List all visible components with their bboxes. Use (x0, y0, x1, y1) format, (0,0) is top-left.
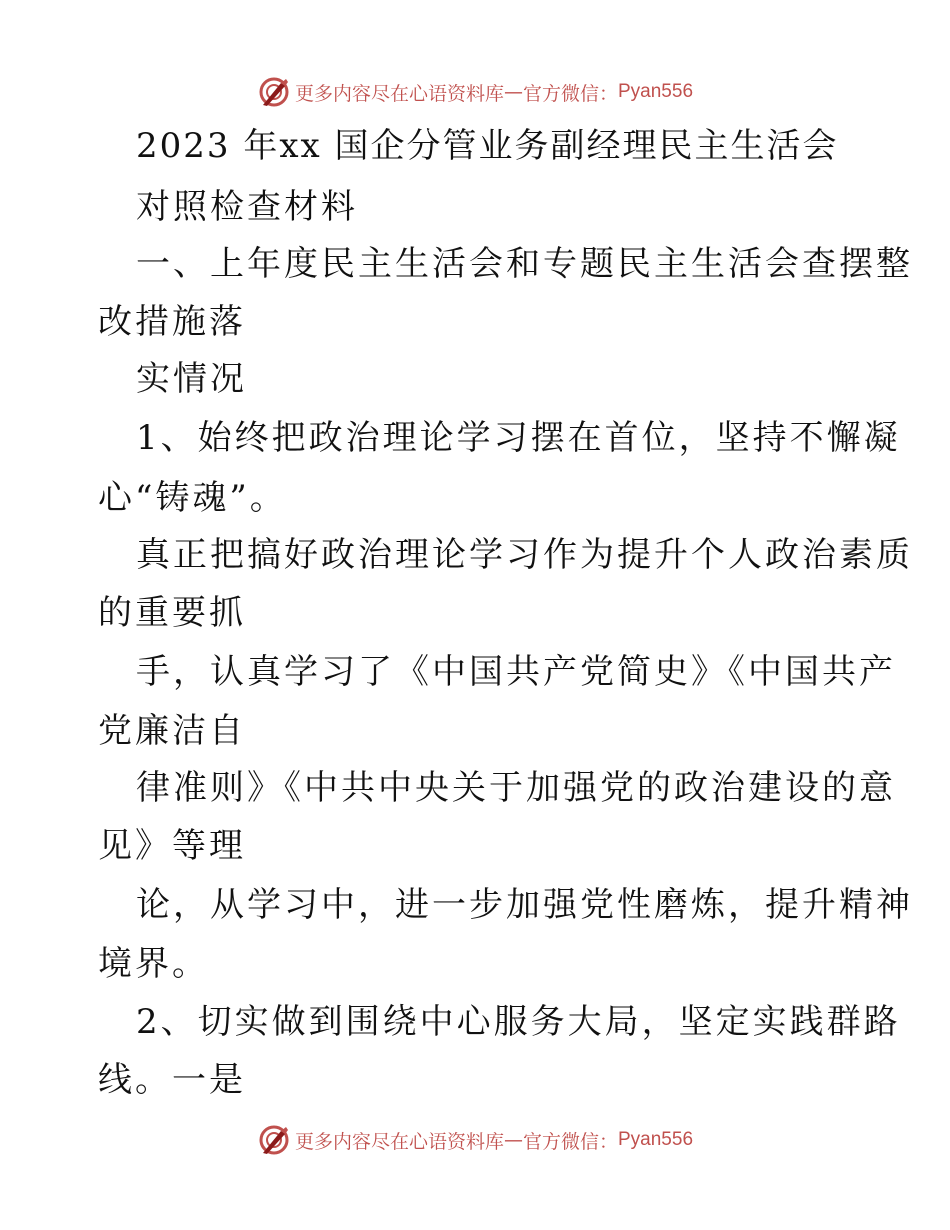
text-line: 见》等理 (98, 826, 246, 866)
pen-logo-icon (257, 1123, 291, 1157)
banner-wechat-id: Pyan556 (618, 1129, 694, 1150)
text-line: 心“铸魂”。 (98, 478, 287, 518)
text-line: 1、始终把政治理论学习摆在首位，坚持不懈凝 (136, 418, 901, 458)
text-line: 论，从学习中，进一步加强党性磨炼，提升精神 (136, 885, 913, 925)
text-line: 一、上年度民主生活会和专题民主生活会查摆整 (136, 244, 913, 284)
text-line: 境界。 (98, 944, 209, 984)
text-line: 党廉洁自 (98, 711, 246, 751)
text-line: 实情况 (136, 359, 247, 399)
header-banner (0, 72, 950, 112)
pen-logo-icon (257, 75, 291, 109)
text-line: 2、切实做到围绕中心服务大局，坚定实践群路 (136, 1002, 901, 1042)
banner-wechat-id: Pyan556 (618, 81, 694, 102)
text-line: 的重要抓 (98, 593, 246, 633)
text-line: 线。一是 (98, 1060, 246, 1100)
text-line: 改措施落 (98, 302, 246, 342)
banner-main-text: 更多内容尽在心语资料库 (294, 82, 504, 105)
banner-tail-text: 官方微信： (522, 82, 618, 105)
text-line: 律准则》《中共中央关于加强党的政治建设的意 (136, 768, 896, 808)
footer-banner (0, 1120, 950, 1160)
text-line: 手，认真学习了《中国共产党简史》《中国共产 (136, 652, 896, 692)
banner-dash: — (503, 81, 523, 103)
banner-dash: — (503, 1129, 523, 1151)
document-title: 2023 年xx 国企分管业务副经理民主生活会 (136, 126, 839, 166)
document-subtitle: 对照检查材料 (136, 187, 358, 227)
banner-tail-text: 官方微信： (522, 1130, 618, 1153)
text-line: 真正把搞好政治理论学习作为提升个人政治素质 (136, 535, 913, 575)
banner-main-text: 更多内容尽在心语资料库 (294, 1130, 504, 1153)
